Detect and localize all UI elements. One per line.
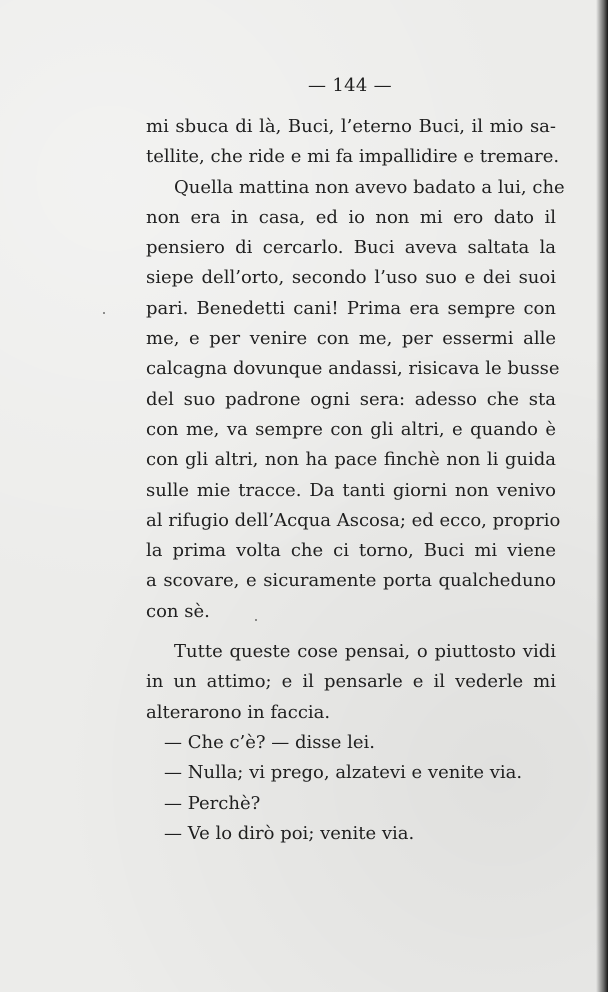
text-line: me, e per venire con me, per essermi alle xyxy=(146,328,556,350)
text-line: Tutte queste cose pensai, o piuttosto vidi xyxy=(174,641,556,663)
text-line: siepe dell’orto, secondo l’uso suo e dei suoi xyxy=(146,267,556,289)
dialogue-line: — Che c’è? — disse lei. xyxy=(164,731,376,753)
dialogue-line: — Perchè? xyxy=(164,792,261,814)
text-line: calcagna dovunque andassi, risicava le busse xyxy=(146,358,560,380)
text-line: con me, va sempre con gli altri, e quando è xyxy=(146,418,556,440)
text-line: pari. Benedetti cani! Prima era sempre con xyxy=(146,297,556,319)
text-line: alterarono in faccia. xyxy=(146,701,331,723)
text-line: non era in casa, ed io non mi ero dato il xyxy=(146,206,556,228)
text-line: pensiero di cercarlo. Buci aveva saltata la xyxy=(146,237,556,259)
text-line: tellite, che ride e mi fa impallidire e tremare. xyxy=(146,146,560,168)
paper-speck xyxy=(103,312,105,314)
text-line: con sè. xyxy=(146,600,210,622)
text-line: Quella mattina non avevo badato a lui, che xyxy=(174,176,565,198)
page-number: — 144 — xyxy=(308,75,392,96)
text-line: sulle mie tracce. Da tanti giorni non venivo xyxy=(146,479,556,501)
paragraph-gap xyxy=(146,627,556,637)
page-edge-shadow xyxy=(596,0,608,992)
text-line: con gli altri, non ha pace finchè non li guida xyxy=(146,449,556,471)
text-line: del suo padrone ogni sera: adesso che sta xyxy=(146,388,556,410)
page-text xyxy=(146,112,565,849)
text-line: a scovare, e sicuramente porta qualcheduno xyxy=(146,570,556,592)
dialogue-line: — Ve lo dirò poi; venite via. xyxy=(164,822,415,844)
text-line: la prima volta che ci torno, Buci mi viene xyxy=(146,540,556,562)
text-line: al rifugio dell’Acqua Ascosa; ed ecco, proprio xyxy=(146,509,561,531)
dialogue-line: — Nulla; vi prego, alzatevi e venite via. xyxy=(164,762,523,784)
text-line: mi sbuca di là, Buci, l’eterno Buci, il mio sa- xyxy=(146,116,556,137)
text-line: in un attimo; e il pensarle e il vederle mi xyxy=(146,671,556,693)
